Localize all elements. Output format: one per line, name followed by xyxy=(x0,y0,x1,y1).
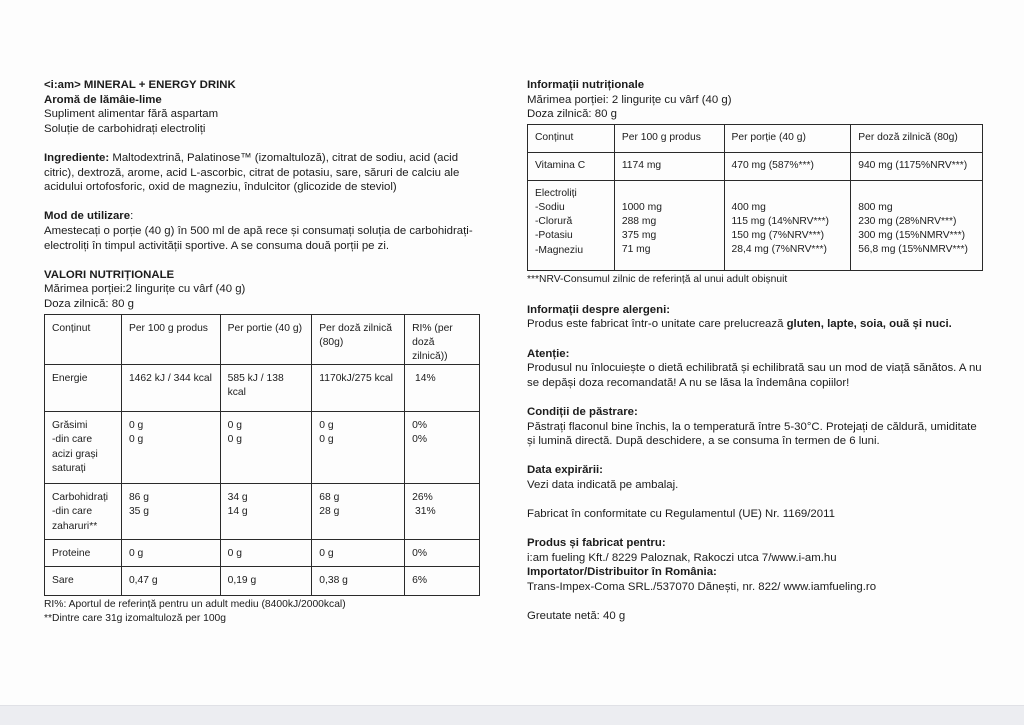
table-cell xyxy=(528,180,615,270)
allergens-title: Informații despre alergeni: xyxy=(527,303,671,316)
cell-line: 375 mg xyxy=(621,230,657,242)
warning-text: Produsul nu înlocuiește o dietă echilibrată și echilibrată sau un mod de viață sănătos. A nu se depăși doza recomandată! A nu se lăsa la îndemâna copiilor! xyxy=(527,362,982,389)
cell-line: 35 g xyxy=(128,506,149,518)
cell-line: Electroliți xyxy=(535,187,577,199)
table-cell xyxy=(405,484,480,540)
cell-line: 14% xyxy=(412,373,436,385)
page-bottom-edge xyxy=(0,705,1024,725)
regulation-text: Fabricat în conformitate cu Regulamentul (UE) Nr. 1169/2011 xyxy=(527,508,835,521)
header-cell: Per 100 g produs xyxy=(121,314,220,365)
cell-line: 0% xyxy=(412,548,427,560)
header-cell: Per doză zilnică (80g) xyxy=(851,124,983,152)
table-cell xyxy=(121,540,220,567)
usage-colon: : xyxy=(130,210,134,223)
cell-line: -Clorură xyxy=(535,216,573,228)
cell-line: zaharuri** xyxy=(52,520,98,532)
serving-size-left: Mărimea porției:2 lingurițe cu vârf (40 g) xyxy=(44,283,246,296)
net-weight: Greutate netă: 40 g xyxy=(527,610,626,623)
cell-line: 115 mg (14%NRV***) xyxy=(731,215,829,227)
cell-line: 26% xyxy=(412,492,433,504)
table-cell: 470 mg (587%***) xyxy=(724,152,851,180)
table-cell xyxy=(121,484,220,540)
table-cell xyxy=(405,412,480,484)
table-cell xyxy=(312,484,405,540)
expiry-text: Vezi data indicată pe ambalaj. xyxy=(527,478,679,491)
nutrition-title-left: VALORI NUTRIȚIONALE xyxy=(44,268,175,281)
header-cell: RI% (per doză zilnică)) xyxy=(405,314,480,365)
ingredients-label: Ingrediente: xyxy=(44,151,110,164)
producer-text: i:am fueling Kft./ 8229 Paloznak, Rakoczi utca 7/www.i-am.hu xyxy=(527,551,837,564)
cell-line: 34 g xyxy=(227,492,248,504)
product-title: <i:am> MINERAL + ENERGY DRINK xyxy=(44,79,236,91)
storage-text: Păstrați flaconul bine închis, la o temperatură între 5-30°C. Protejați de căldură, umiditate și lumină directă. După deschidere, a se consuma în termen de 6 luni. xyxy=(527,420,977,448)
header-cell: Conținut xyxy=(45,314,122,365)
table-cell xyxy=(45,412,122,484)
importer-text: Trans-Impex-Coma SRL./537070 Dănești, nr. 822/ www.iamfueling.ro xyxy=(527,581,877,594)
table-cell xyxy=(220,540,312,567)
cell-line: -din care xyxy=(52,434,93,446)
allergens-text xyxy=(527,317,987,332)
storage-title: Condiții de păstrare: xyxy=(527,405,638,418)
flavor: Aromă de lămâie-lime xyxy=(44,93,162,106)
table-cell: 1174 mg xyxy=(614,152,724,180)
usage-text: Amestecați o porție (40 g) în 500 ml de apă rece și consumați soluția de carbohidrați-electroliți în timpul activității sportive. A se consuma două porții pe zi. xyxy=(44,224,473,252)
cell-line: 1170kJ/275 kcal xyxy=(319,373,393,385)
table-cell xyxy=(45,540,122,567)
cell-line: 68 g xyxy=(319,492,340,504)
cell-line: 28,4 mg (7%NRV***) xyxy=(731,244,827,256)
cell-line: -Sodiu xyxy=(535,201,565,213)
cell-line: Sare xyxy=(52,575,74,587)
cell-line: -din care xyxy=(52,506,93,518)
table-cell xyxy=(312,567,405,596)
cell-line: Energie xyxy=(52,373,88,385)
cell-line: 0 g xyxy=(227,548,242,560)
table-row-vitamin-c xyxy=(528,152,983,180)
table-cell xyxy=(312,365,405,412)
header-cell: Conținut xyxy=(528,124,615,152)
nutrition-table-left xyxy=(44,314,480,597)
cell-line: 14 g xyxy=(227,506,248,518)
cell-line: 71 mg xyxy=(621,244,651,256)
right-column xyxy=(527,78,987,624)
cell-line: 0,47 g xyxy=(128,575,158,587)
cell-line: 0 g xyxy=(227,420,242,432)
cell-line: 585 kJ / 138 kcal xyxy=(227,373,287,399)
table-row xyxy=(45,567,480,596)
cell-line: acizi grași xyxy=(52,448,98,460)
cell-line: 28 g xyxy=(319,506,340,518)
allergens-plain: Produs este fabricat într-o unitate care prelucrează xyxy=(527,318,787,331)
table-cell: 940 mg (1175%NRV***) xyxy=(851,152,983,180)
nutrition-title-right: Informații nutriționale xyxy=(527,79,645,91)
table-row xyxy=(45,540,480,567)
table-cell xyxy=(220,365,312,412)
table-cell xyxy=(851,180,983,270)
serving-size-right: Mărimea porției: 2 lingurițe cu vârf (40 g) xyxy=(527,93,732,106)
cell-line: 400 mg xyxy=(731,201,766,213)
header-cell: Per doză zilnică (80g) xyxy=(312,314,405,365)
usage-label: Mod de utilizare xyxy=(44,210,131,223)
table-cell xyxy=(121,567,220,596)
cell-line: 86 g xyxy=(128,492,149,504)
subtitle-solution: Soluție de carbohidrați electroliți xyxy=(44,122,206,135)
ingredients-text: Maltodextrină, Palatinose™ (izomaltuloză), citrat de sodiu, acid (acid citric), dextroză, arome, acid L-ascorbic, citrat de potasiu, sare, săruri de calciu ale acidului ortofosforic, oxid de magneziu, îndulcitor (glicozide de steviol) xyxy=(44,151,460,194)
cell-line: 0% xyxy=(412,434,427,446)
header-cell: Per 100 g produs xyxy=(614,124,724,152)
table-cell xyxy=(121,412,220,484)
cell-line: -Potasiu xyxy=(535,230,573,242)
producer-title: Produs și fabricat pentru: xyxy=(527,537,666,550)
cell-line: 0,38 g xyxy=(319,575,348,587)
cell-line: 288 mg xyxy=(621,215,657,227)
header-cell: Per porție (40 g) xyxy=(724,124,851,152)
cell-line: 1462 kJ / 344 kcal xyxy=(128,373,212,385)
cell-line: 0 g xyxy=(319,434,334,446)
cell-line: 0 g xyxy=(227,434,242,446)
cell-line: 6% xyxy=(412,575,427,587)
ri-footnote: RI%: Aportul de referință pentru un adult mediu (8400kJ/2000kcal) xyxy=(44,599,346,611)
cell-line: 0,19 g xyxy=(227,575,257,587)
table-cell xyxy=(45,365,122,412)
usage-heading xyxy=(44,209,484,224)
cell-line: 1000 mg xyxy=(621,201,662,213)
subtitle-supplement: Supliment alimentar fără aspartam xyxy=(44,108,219,121)
table-cell xyxy=(405,567,480,596)
warning-title: Atenție: xyxy=(527,347,570,360)
daily-dose-left: Doza zilnică: 80 g xyxy=(44,297,134,310)
table-cell xyxy=(220,484,312,540)
cell-line: 0 g xyxy=(319,420,334,432)
cell-line: saturați xyxy=(52,462,86,474)
table-cell xyxy=(220,567,312,596)
cell-line: 0 g xyxy=(128,420,144,432)
table-cell xyxy=(724,180,851,270)
nutrition-table-right xyxy=(527,124,983,271)
daily-dose-right: Doza zilnică: 80 g xyxy=(527,108,617,121)
cell-line: Grăsimi xyxy=(52,420,88,432)
cell-line: Carbohidrați xyxy=(52,492,109,504)
table-row-electrolytes xyxy=(528,180,983,270)
table-cell: Vitamina C xyxy=(528,152,615,180)
cell-line: 0 g xyxy=(128,548,144,560)
cell-line: 230 mg (28%NRV***) xyxy=(858,215,957,227)
allergens-list: gluten, lapte, soia, ouă și nuci. xyxy=(786,318,952,331)
nrv-footnote: ***NRV-Consumul zilnic de referință al unui adult obișnuit xyxy=(527,273,788,285)
table-cell xyxy=(405,540,480,567)
ingredients xyxy=(44,151,484,195)
cell-line: 0 g xyxy=(319,548,334,560)
table-cell xyxy=(405,365,480,412)
cell-line: 0% xyxy=(412,420,427,432)
table-row xyxy=(45,412,480,484)
table-header-row xyxy=(528,124,983,152)
table-row xyxy=(45,484,480,540)
cell-line: -Magneziu xyxy=(535,244,584,256)
table-row xyxy=(45,365,480,412)
cell-line: 31% xyxy=(412,506,436,518)
table-header-row xyxy=(45,314,480,365)
cell-line: 56,8 mg (15%NMRV***) xyxy=(858,244,968,256)
table-cell xyxy=(312,412,405,484)
expiry-title: Data expirării: xyxy=(527,464,603,477)
table-cell xyxy=(45,567,122,596)
cell-line: 800 mg xyxy=(858,201,893,213)
table-cell xyxy=(312,540,405,567)
table-cell xyxy=(220,412,312,484)
table-cell xyxy=(121,365,220,412)
importer-title: Importator/Distribuitor în România: xyxy=(527,566,717,579)
left-column xyxy=(44,78,484,626)
table-cell xyxy=(614,180,724,270)
cell-line: 0 g xyxy=(128,434,144,446)
cell-line: Proteine xyxy=(52,548,91,560)
cell-line: 150 mg (7%NRV***) xyxy=(731,230,825,242)
isomaltulose-footnote: **Dintre care 31g izomaltuloză per 100g xyxy=(44,613,227,625)
table-cell xyxy=(45,484,122,540)
cell-line: 300 mg (15%NMRV***) xyxy=(858,230,966,242)
header-cell: Per portie (40 g) xyxy=(220,314,312,365)
